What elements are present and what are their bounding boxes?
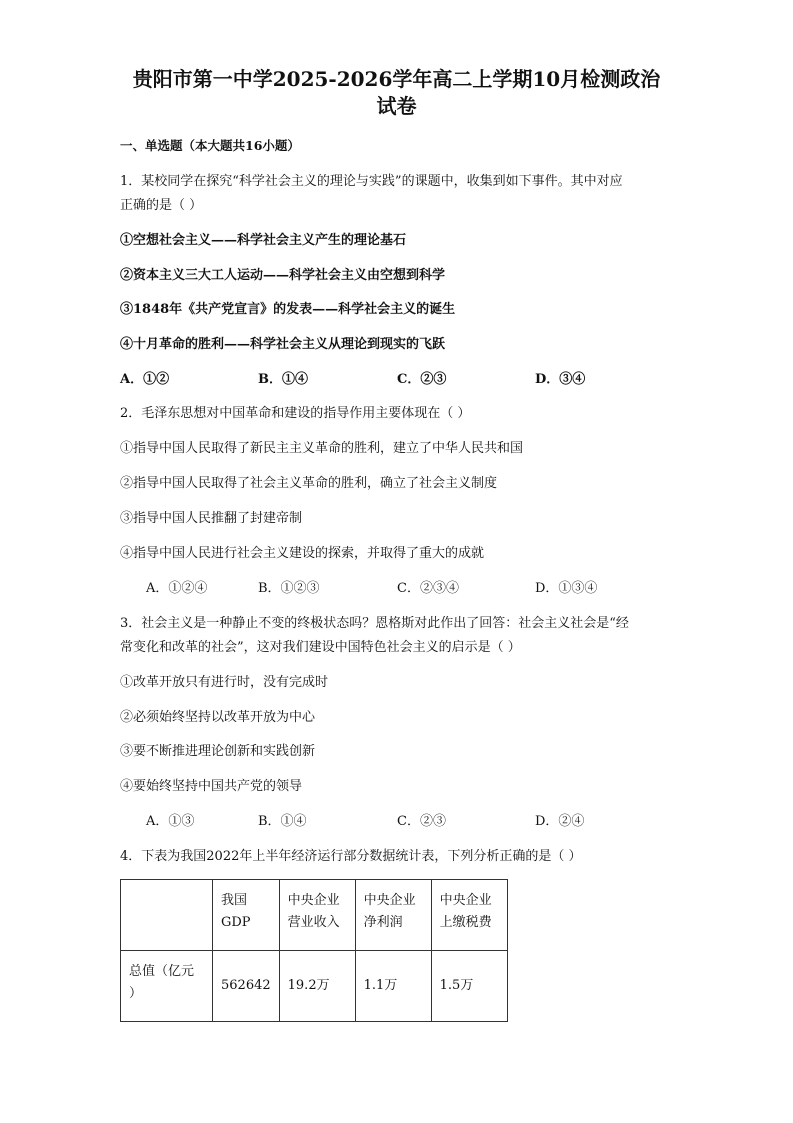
q1-item-2: ②资本主义三大工人运动——科学社会主义由空想到科学: [120, 268, 446, 283]
q2-option-b: B．①②③: [258, 581, 320, 596]
q3-stem-line-1: 3．社会主义是一种静止不变的终极状态吗？恩格斯对此作出了回答：社会主义社会是“经: [120, 616, 629, 631]
q2-option-d: D．①③④: [535, 581, 598, 596]
q1-item-1: ①空想社会主义——科学社会主义产生的理论基石: [120, 233, 407, 248]
title-line-1: 贵阳市第一中学2025-2026学年高二上学期10月检测政治: [132, 67, 661, 91]
q2-item-3: ③指导中国人民推翻了封建帝制: [120, 511, 303, 526]
q3-item-1: ①改革开放只有进行时，没有完成时: [120, 675, 329, 690]
q1-option-d: D．③④: [535, 372, 586, 387]
header-text: GDP: [221, 915, 251, 930]
q3-option-d: D．②④: [535, 814, 585, 829]
q1-option-b: B．①④: [258, 372, 308, 387]
table-row: [121, 951, 508, 1022]
table-cell: 1.5万: [431, 951, 507, 1022]
q3-option-a: A．①③: [146, 814, 195, 829]
header-text: 我国: [221, 893, 248, 908]
q3-option-c: C．②③: [397, 814, 446, 829]
section-heading: 一、单选题（本大题共16小题）: [120, 138, 300, 153]
row-label-text: 总值（亿元: [129, 964, 195, 979]
table-header-cell: [431, 880, 507, 951]
q2-option-c: C．②③④: [397, 581, 459, 596]
q3-option-b: B．①④: [258, 814, 307, 829]
data-table: [120, 879, 508, 1022]
q3-stem-line-2: 常变化和改革的社会”，这对我们建设中国特色社会主义的启示是（ ）: [120, 640, 521, 655]
q1-stem-line-2: 正确的是（ ）: [120, 198, 203, 213]
header-text: 上缴税费: [439, 915, 492, 930]
q4-stem-line-1: 4．下表为我国2022年上半年经济运行部分数据统计表，下列分析正确的是（ ）: [120, 849, 582, 864]
title-line-2: 试卷: [376, 94, 417, 118]
header-text: 营业收入: [287, 915, 340, 930]
header-text: 中央企业: [287, 893, 340, 908]
table-header-cell: [355, 880, 431, 951]
q3-item-3: ③要不断推进理论创新和实践创新: [120, 744, 316, 759]
q1-item-3: ③1848年《共产党宣言》的发表——科学社会主义的诞生: [120, 302, 456, 317]
table-header-cell: [121, 880, 213, 951]
q2-option-a: A．①②④: [146, 581, 208, 596]
q2-item-4: ④指导中国人民进行社会主义建设的探索，并取得了重大的成就: [120, 546, 485, 561]
table-cell: 562642: [213, 951, 280, 1022]
row-label-text: ）: [129, 986, 143, 1001]
table-header-cell: [213, 880, 280, 951]
header-text: 中央企业: [439, 893, 492, 908]
q3-item-4: ④要始终坚持中国共产党的领导: [120, 779, 303, 794]
q1-item-4: ④十月革命的胜利——科学社会主义从理论到现实的飞跃: [120, 337, 446, 352]
header-text: 净利润: [363, 915, 403, 930]
q2-stem-line-1: 2．毛泽东思想对中国革命和建设的指导作用主要体现在（ ）: [120, 406, 471, 421]
q1-stem-line-1: 1．某校同学在探究“科学社会主义的理论与实践”的课题中，收集到如下事件。其中对应: [120, 174, 623, 189]
exam-title: [100, 66, 693, 120]
q2-item-1: ①指导中国人民取得了新民主主义革命的胜利，建立了中华人民共和国: [120, 441, 524, 456]
table-header-row: [121, 880, 508, 951]
table-row-label: [121, 951, 213, 1022]
q2-item-2: ②指导中国人民取得了社会主义革命的胜利，确立了社会主义制度: [120, 476, 498, 491]
q1-option-c: C．②③: [397, 372, 447, 387]
table-cell: 19.2万: [279, 951, 355, 1022]
header-text: 中央企业: [363, 893, 416, 908]
q3-item-2: ②必须始终坚持以改革开放为中心: [120, 710, 316, 725]
table-cell: 1.1万: [355, 951, 431, 1022]
q1-option-a: A．①②: [120, 372, 170, 387]
table-header-cell: [279, 880, 355, 951]
